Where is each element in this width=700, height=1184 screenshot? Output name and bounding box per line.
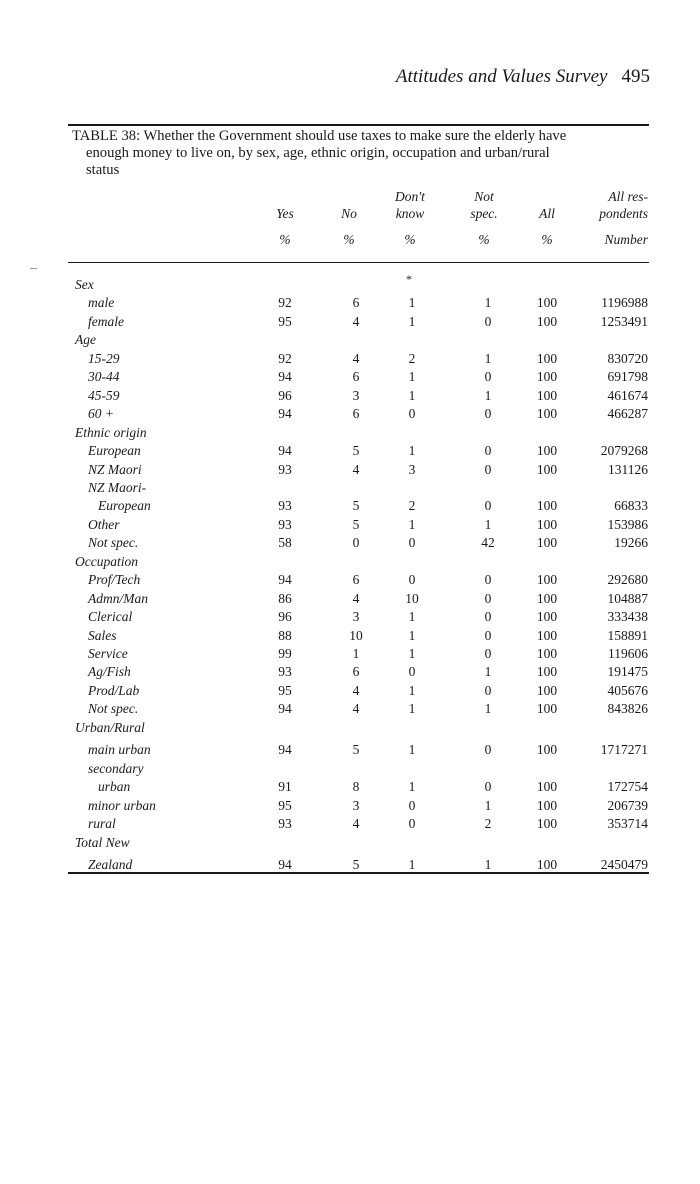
table-cell: 0 [484, 461, 492, 477]
table-cell: 5 [352, 742, 360, 758]
row-label: Prod/Lab [88, 682, 140, 698]
table-cell: 191475 [607, 664, 648, 680]
row-label: Admn/Man [88, 590, 148, 606]
table-cell: 42 [481, 535, 495, 551]
table-cell: 100 [536, 572, 558, 588]
table-cell: 0 [484, 498, 492, 514]
table-cell: 830720 [607, 350, 648, 366]
table-cell: 10 [349, 627, 363, 643]
row-label: Ethnic origin [75, 424, 147, 440]
row-label: female [88, 313, 124, 329]
table-cell: 461674 [607, 387, 648, 403]
table-cell: 4 [352, 682, 360, 698]
table-cell: 172754 [607, 779, 648, 795]
table-cell: 100 [536, 313, 558, 329]
table-cell: 100 [536, 516, 558, 532]
table-cell: 1 [484, 350, 492, 366]
table-row [0, 350, 700, 368]
row-label: 45-59 [88, 387, 120, 403]
table-cell: 0 [408, 664, 416, 680]
table-cell: 88 [278, 627, 292, 643]
table-cell: 93 [278, 664, 292, 680]
column-header-line: All [539, 206, 555, 221]
table-cell: 95 [278, 313, 292, 329]
table-cell: 4 [352, 701, 360, 717]
table-cell: 6 [352, 572, 360, 588]
table-cell: 100 [536, 856, 558, 872]
table-cell: 100 [536, 387, 558, 403]
column-header-yes [262, 188, 308, 248]
row-label: NZ Maori [88, 461, 142, 477]
table-cell: 100 [536, 664, 558, 680]
table-row [0, 368, 700, 386]
table-cell: 94 [278, 742, 292, 758]
table-row [0, 608, 700, 626]
column-header-line: All res- [608, 189, 648, 204]
table-row [0, 294, 700, 312]
table-row [0, 516, 700, 534]
table-cell: 0 [484, 313, 492, 329]
row-label: Urban/Rural [75, 719, 145, 735]
table-cell: 0 [484, 406, 492, 422]
table-cell: 1 [484, 856, 492, 872]
table-cell: 93 [278, 516, 292, 532]
table-cell: 93 [278, 498, 292, 514]
table-cell: 4 [352, 313, 360, 329]
table-row [0, 700, 700, 718]
table-bottom-rule [68, 872, 649, 874]
table-cell: 100 [536, 627, 558, 643]
table-row [0, 387, 700, 405]
table-cell: 1 [408, 369, 416, 385]
table-cell: 58 [278, 535, 292, 551]
table-cell: 1 [484, 295, 492, 311]
table-cell: 4 [352, 816, 360, 832]
table-row [0, 815, 700, 833]
table-cell: 0 [484, 627, 492, 643]
table-row [0, 682, 700, 700]
row-label: European [88, 443, 141, 459]
table-cell: 93 [278, 461, 292, 477]
row-label: Service [88, 646, 128, 661]
table-row [0, 645, 700, 663]
table-row [0, 497, 700, 515]
row-label: 30-44 [88, 369, 120, 385]
row-label: Ag/Fish [88, 664, 131, 680]
table-group-row [0, 479, 700, 497]
table-cell: 0 [484, 590, 492, 606]
table-cell: 1 [484, 516, 492, 532]
margin-mark [30, 268, 37, 269]
table-cell: 5 [352, 856, 360, 872]
table-cell: 131126 [608, 461, 648, 477]
column-header-line [522, 188, 572, 205]
table-cell: 1 [484, 387, 492, 403]
row-label: Sales [88, 627, 117, 643]
table-cell: 92 [278, 295, 292, 311]
table-cell: 100 [536, 369, 558, 385]
table-cell: 6 [352, 295, 360, 311]
table-cell: 100 [536, 816, 558, 832]
table-cell: 1 [408, 856, 416, 872]
row-label: 60 + [88, 406, 114, 422]
column-unit: % [343, 232, 355, 247]
table-cell: 4 [352, 590, 360, 606]
column-header-line [262, 188, 308, 205]
table-cell: 1 [352, 646, 360, 661]
table-cell: 100 [536, 797, 558, 813]
table-row [0, 627, 700, 645]
table-cell: 2 [408, 350, 416, 366]
table-cell: 100 [536, 498, 558, 514]
row-label: Not spec. [88, 701, 139, 717]
column-header-line: No [341, 206, 357, 221]
row-label: Age [75, 332, 96, 348]
table-cell: 0 [484, 682, 492, 698]
row-label: NZ Maori- [88, 479, 147, 495]
table-cell: 691798 [607, 369, 648, 385]
table-cell: 153986 [607, 516, 648, 532]
table-cell: 2079268 [600, 443, 648, 459]
row-label: Sex [75, 277, 94, 292]
table-cell: 292680 [607, 572, 648, 588]
table-cell: 6 [352, 406, 360, 422]
table-group-row [0, 760, 700, 778]
row-label: Occupation [75, 553, 138, 569]
table-group-row [0, 331, 700, 349]
column-header-line: Yes [276, 206, 294, 221]
row-label: 15-29 [88, 350, 120, 366]
column-unit: % [478, 232, 490, 247]
table-row [0, 741, 700, 759]
table-cell: 0 [484, 742, 492, 758]
column-header-all [522, 188, 572, 248]
row-label: Total New [75, 834, 130, 850]
table-row [0, 571, 700, 589]
table-row [0, 313, 700, 331]
table-cell: 5 [352, 516, 360, 532]
table-cell: 1 [408, 701, 416, 717]
table-cell: 100 [536, 295, 558, 311]
table-cell: 5 [352, 498, 360, 514]
table-cell: 100 [536, 742, 558, 758]
running-head [396, 66, 650, 88]
table-cell: 1 [408, 646, 416, 661]
table-cell: 95 [278, 797, 292, 813]
table-cell: 0 [484, 609, 492, 625]
row-label: main urban [88, 742, 151, 758]
table-row [0, 405, 700, 423]
table-cell: 95 [278, 682, 292, 698]
table-cell: 0 [408, 406, 416, 422]
table-group-row [0, 719, 700, 737]
column-header-line [326, 188, 372, 205]
table-group-row [0, 834, 700, 852]
table-cell: 1 [408, 627, 416, 643]
table-cell: 104887 [607, 590, 648, 606]
table-cell: 158891 [607, 627, 648, 643]
table-cell: 96 [278, 609, 292, 625]
table-cell: 86 [278, 590, 292, 606]
table-cell: 1 [408, 779, 416, 795]
table-cell: 1 [408, 295, 416, 311]
table-cell: 1 [484, 664, 492, 680]
table-group-row [0, 276, 700, 294]
table-cell: 1 [408, 609, 416, 625]
table-cell: 1 [408, 516, 416, 532]
column-unit: % [541, 232, 553, 247]
table-row [0, 461, 700, 479]
table-top-rule [68, 124, 649, 126]
table-cell: 66833 [614, 498, 648, 514]
table-cell: 0 [408, 535, 416, 551]
table-cell: 100 [536, 461, 558, 477]
table-group-row [0, 424, 700, 442]
row-label: Clerical [88, 609, 133, 625]
table-cell: 100 [536, 779, 558, 795]
caption-line: enough money to live on, by sex, age, ethnic origin, occupation and urban/rural [86, 145, 550, 161]
column-header-line: Not [474, 189, 494, 204]
table-cell: 0 [408, 816, 416, 832]
table-cell: 100 [536, 682, 558, 698]
table-cell: 94 [278, 369, 292, 385]
column-header-line: pondents [599, 206, 648, 221]
table-cell: 100 [536, 443, 558, 459]
column-header-all-respondents [570, 188, 648, 248]
table-cell: 119606 [608, 646, 648, 661]
table-cell: 1 [408, 313, 416, 329]
table-cell: 206739 [607, 797, 648, 813]
row-label: male [88, 295, 115, 311]
row-label: European [98, 498, 151, 514]
column-header-line: know [395, 206, 425, 221]
table-cell: 0 [408, 572, 416, 588]
table-cell: 94 [278, 572, 292, 588]
table-cell: 8 [352, 779, 360, 795]
row-label: urban [98, 779, 131, 795]
row-label: secondary [88, 760, 144, 776]
table-cell: 10 [405, 590, 419, 606]
column-header-no [326, 188, 372, 248]
row-label: Other [88, 516, 120, 532]
table-cell: 0 [484, 369, 492, 385]
table-cell: 466287 [607, 406, 648, 422]
table-cell: 100 [536, 535, 558, 551]
row-label: Not spec. [88, 535, 139, 551]
table-cell: 100 [536, 350, 558, 366]
caption-line: status [86, 162, 120, 178]
row-label: Zealand [88, 856, 133, 872]
table-cell: 1 [408, 387, 416, 403]
table-caption [72, 128, 652, 179]
table-cell: 0 [484, 646, 492, 661]
table-cell: 91 [278, 779, 292, 795]
table-cell: 353714 [607, 816, 648, 832]
table-cell: 333438 [607, 609, 648, 625]
table-cell: 96 [278, 387, 292, 403]
table-cell: 100 [536, 646, 558, 661]
footnote-asterisk: * [406, 272, 412, 286]
table-cell: 1196988 [601, 295, 648, 311]
table-cell: 1 [408, 443, 416, 459]
table-cell: 93 [278, 816, 292, 832]
column-header-line: Don't [395, 189, 425, 204]
table-row [0, 534, 700, 552]
column-header-line: spec. [470, 206, 498, 221]
table-cell: 6 [352, 664, 360, 680]
table-cell: 1253491 [600, 313, 648, 329]
table-cell: 99 [278, 646, 292, 661]
table-cell: 4 [352, 350, 360, 366]
table-cell: 100 [536, 590, 558, 606]
table-cell: 6 [352, 369, 360, 385]
table-cell: 1 [408, 742, 416, 758]
table-cell: 0 [484, 779, 492, 795]
table-cell: 405676 [607, 682, 648, 698]
column-unit: Number [604, 232, 648, 247]
table-cell: 3 [352, 797, 360, 813]
table-cell: 3 [352, 387, 360, 403]
table-cell: 100 [536, 609, 558, 625]
caption-line: TABLE 38: Whether the Government should use taxes to make sure the elderly have [72, 128, 567, 144]
table-cell: 94 [278, 701, 292, 717]
table-row [0, 590, 700, 608]
table-cell: 94 [278, 406, 292, 422]
table-row [0, 442, 700, 460]
table-cell: 1 [408, 682, 416, 698]
table-row [0, 778, 700, 796]
column-unit: % [404, 232, 416, 247]
table-cell: 0 [408, 797, 416, 813]
table-cell: 100 [536, 406, 558, 422]
table-cell: 19266 [614, 535, 648, 551]
column-header-not-spec [456, 188, 512, 248]
table-row [0, 797, 700, 815]
table-cell: 2 [408, 498, 416, 514]
table-cell: 1717271 [600, 742, 648, 758]
table-cell: 3 [352, 609, 360, 625]
table-cell: 0 [484, 443, 492, 459]
table-cell: 2450479 [600, 856, 648, 872]
column-header-dont-know [380, 188, 440, 248]
table-group-row [0, 553, 700, 571]
table-cell: 2 [484, 816, 492, 832]
table-cell: 94 [278, 443, 292, 459]
table-row [0, 663, 700, 681]
row-label: Prof/Tech [88, 572, 141, 588]
page-number: 495 [621, 66, 650, 87]
table-cell: 0 [484, 572, 492, 588]
table-cell: 0 [352, 535, 360, 551]
table-cell: 100 [536, 701, 558, 717]
table-cell: 3 [408, 461, 416, 477]
row-label: rural [88, 816, 116, 832]
table-cell: 5 [352, 443, 360, 459]
table-cell: 843826 [607, 701, 648, 717]
table-cell: 1 [484, 797, 492, 813]
table-cell: 92 [278, 350, 292, 366]
table-cell: 94 [278, 856, 292, 872]
row-label: minor urban [88, 797, 156, 813]
running-head-title: Attitudes and Values Survey [395, 66, 608, 87]
table-cell: 1 [484, 701, 492, 717]
table-cell: 4 [352, 461, 360, 477]
table-header-rule [68, 262, 649, 263]
column-unit: % [279, 232, 291, 247]
